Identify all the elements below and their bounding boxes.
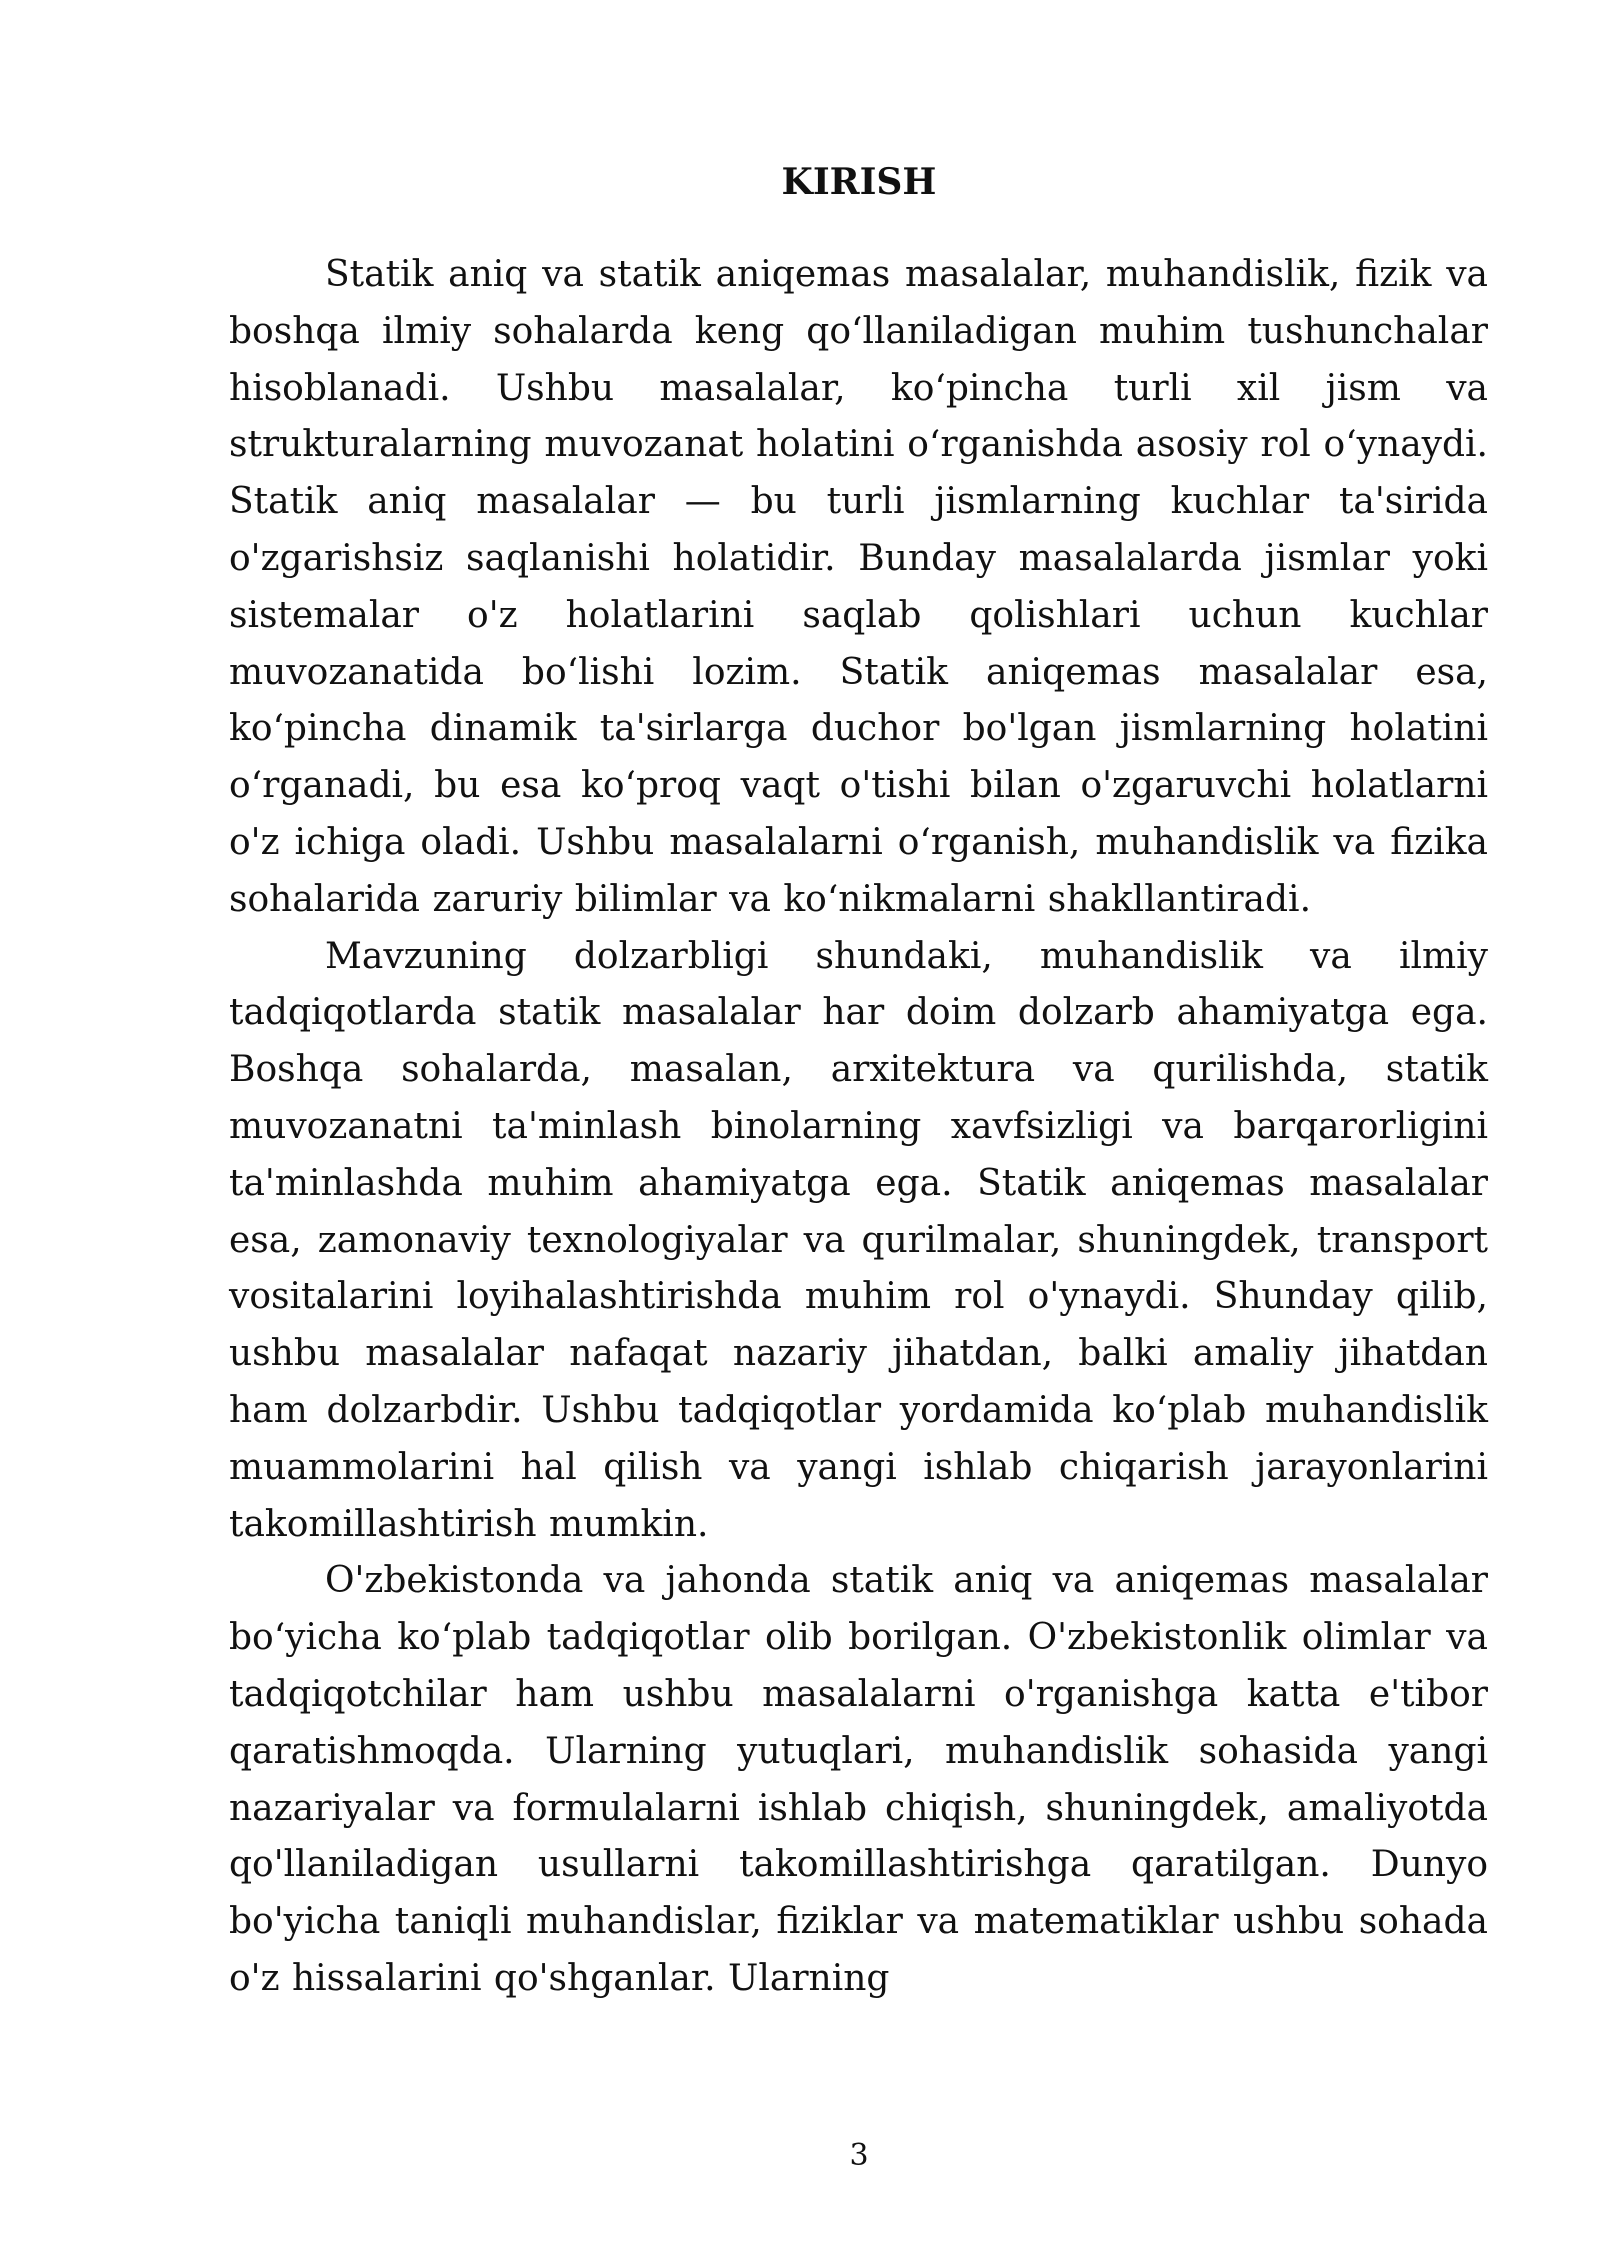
- paragraph-relevance: Mavzuning dolzarbligi shundaki, muhandislik va ilmiy tadqiqotlarda statik masalalar har doim dolzarb ahamiyatga ega. Boshqa sohalarda, masalan, arxitektura va qurilishda, statik muvozanatni ta'minlash binolarning xavfsizligi va barqarorligini ta'minlashda muhim ahamiyatga ega. Statik aniqemas masalalar esa, zamonaviy texnologiyalar va qurilmalar, shuningdek, transport vositalarini loyihalashtirishda muhim rol o'ynaydi. Shunday qilib, ushbu masalalar nafaqat nazariy jihatdan, balki amaliy jihatdan ham dolzarbdir. Ushbu tadqiqotlar yordamida ko‘plab muhandislik muammolarini hal qilish va yangi ishlab chiqarish jarayonlarini takomillashtirish mumkin.: [229, 935, 1488, 1545]
- section-heading: KIRISH: [781, 161, 937, 203]
- page-number: 3: [849, 2138, 869, 2173]
- paragraph-intro: Statik aniq va statik aniqemas masalalar, muhandislik, fizik va boshqa ilmiy sohalarda keng qo‘llaniladigan muhim tushunchalar hisoblanadi. Ushbu masalalar, ko‘pincha turli xil jism va strukturalarning muvozanat holatini o‘rganishda asosiy rol o‘ynaydi. Statik aniq masalalar — bu turli jismlarning kuchlar ta'sirida o'zgarishsiz saqlanishi holatidir. Bunday masalalarda jismlar yoki sistemalar o'z holatlarini saqlab qolishlari uchun kuchlar muvozanatida bo‘lishi lozim. Statik aniqemas masalalar esa, ko‘pincha dinamik ta'sirlarga duchor bo'lgan jismlarning holatini o‘rganadi, bu esa ko‘proq vaqt o'tishi bilan o'zgaruvchi holatlarni o'z ichiga oladi. Ushbu masalalarni o‘rganish, muhandislik va fizika sohalarida zaruriy bilimlar va ko‘nikmalarni shakllantiradi.: [229, 254, 1488, 920]
- paragraph-research: O'zbekistonda va jahonda statik aniq va aniqemas masalalar bo‘yicha ko‘plab tadqiqotlar olib borilgan. O'zbekistonlik olimlar va tadqiqotchilar ham ushbu masalalarni o'rganishga katta e'tibor qaratishmoqda. Ularning yutuqlari, muhandislik sohasida yangi nazariyalar va formulalarni ishlab chiqish, shuningdek, amaliyotda qo'llaniladigan usullarni takomillashtirishga qaratilgan. Dunyo bo'yicha taniqli muhandislar, fiziklar va matematiklar ushbu sohada o'z hissalarini qo'shganlar. Ularning: [229, 1560, 1488, 1999]
- body-text: [229, 247, 1488, 2008]
